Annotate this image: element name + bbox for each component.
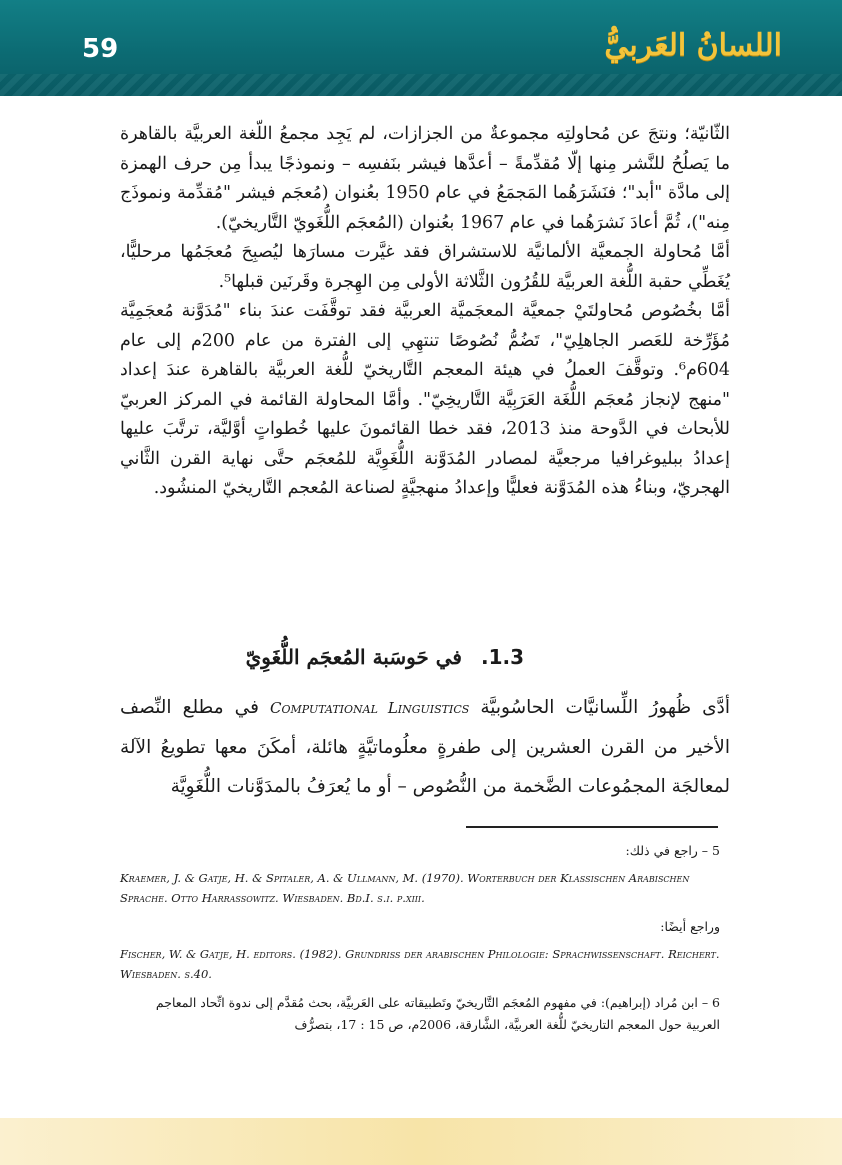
footnote-5-reference-2: Fischer, W. & Gatje, H. editors. (1982). Grundriss der arabischen Philologie: Sprachwissenschaft. Reichert. Wiesbaden. s.40. <box>120 947 720 981</box>
body-paragraph-3: أمَّا بخُصُوص مُحاولتَيْ جمعيَّة المعجَميَّة العربيَّة فقد توقَّفَت عندَ بناء "مُدَوَّنة مُعجَمِيَّة مُؤَرِّخة للعَصر الجاهلِيّ"، تَضُمُّ نُصُوصًا تنتهِي إلى الفترة من عام 200م إلى عام 604م⁶. وتوقَّفَ العملُ في هيئة المعجم التَّاريخيّ للُّغة العربيَّة بالقاهرة عندَ إعداد "منهج لإنجاز مُعجَم اللُّغَة العَرَبِيَّة التَّاريخِيّ". وأمَّا المحاولة القائمة في المركز العربيّ للأبحاث في الدَّوحة منذ 2013، فقد خطا القائمونَ عليها خُطواتٍ أوَّليَّة، ترتَّبَ عليها إعدادُ ببليوغرافيا مرجعيَّة لمصادر المُدَوَّنة اللُّغَوِيَّة للمُعجَم حتَّى نهاية القرن الثَّاني الهجريّ، وبناءُ هذه المُدَوَّنة فعليًّا وإعدادُ منهجيَّةٍ لصناعة المُعجم التَّاريخيّ المنشُود. <box>120 301 730 498</box>
page-footer-band <box>0 1118 842 1165</box>
section-title: في حَوسَبة المُعجَم اللُّغَوِيّ <box>245 645 462 669</box>
journal-logo: اللسانُ العَربيُّ <box>604 28 782 63</box>
section-number: 1.3. <box>480 645 524 669</box>
intro-text-end: في مطلع النِّصف الأخير من القرن العشرين إلى طفرةٍ معلُوماتيَّةٍ هائلة، أمكَنَ معها تطويعُ الآلة لمعالجَة المجمُوعات الضَّخمة من النُّصُوص – أو ما يُعرَفُ بالمدَوَّنات اللُّغَوِيَّة <box>120 697 730 797</box>
section-intro <box>120 688 730 806</box>
footnote-5-also: وراجع أيضًا: <box>660 919 720 934</box>
footnote-6: 6 – ابن مُراد (إبراهيم): في مفهوم المُعجَم التَّاريخيّ وتَطبيقاته على العَربيَّة، بحث مُقدَّم إلى ندوة اتِّحاد المعاجم العربية حول المعجم التاريخيّ للُّغة العربيَّة، الشَّارقة، 2006م، ص 15 : 17، بتصرُّف <box>155 995 720 1032</box>
footnote-5-reference-1: Kraemer, J. & Gatje, H. & Spitaler, A. & Ullmann, M. (1970). Worterbuch der Klassischen Arabischen Sprache. Otto Harrassowitz. Wiesbaden. Bd.I. s.i. p.xiii. <box>120 871 690 905</box>
intro-text-start: أدَّى ظُهورُ اللِّسانيَّات الحاسُوبيَّة <box>480 697 730 718</box>
body-paragraph-1: الثّانيّة؛ ونتجَ عن مُحاولتِه مجموعةٌ من الجزازات، لم يَجِد مجمعُ اللّغة العربيَّة بالقاهرة ما يَصلُحُ للنَّشر مِنها إلّا مُقدِّمةً – أعدَّها فيشر بنَفسِه – ونموذجًا يبدأ مِن حرف الهمزة إلى مادَّة "أبد"؛ فنَشَرَهُما المَجمَعُ في عام 1950 بعُنوان (مُعجَم فيشر "مُقدِّمة ونموذَج مِنه")، ثُمَّ أعادَ نَشرَهُما في عام 1967 بعُنوان (المُعجَم اللُّغَويّ التَّاريخيّ). <box>120 124 730 233</box>
footnotes <box>120 840 720 1042</box>
body-paragraph-2: أمَّا مُحاولة الجمعيَّة الألمانيَّة للاستشراق فقد غيَّرت مسارَها ليُصبِحَ مُعجَمُها مرحليًّا، يُغَطِّي حقبة اللُّغة العربيَّة للقُرُون الثَّلاثة الأولى مِن الهِجرة وقَرنَين قبلها⁵. <box>120 242 730 292</box>
intro-paragraph <box>120 688 730 806</box>
footnote-5-label: 5 – راجع في ذلك: <box>625 843 720 858</box>
section-heading <box>246 645 524 669</box>
latin-term: Computational Linguistics <box>270 699 470 717</box>
body-text <box>120 120 730 504</box>
page-number: 59 <box>82 34 119 64</box>
page-header <box>0 0 842 96</box>
footnote-divider <box>466 826 718 828</box>
